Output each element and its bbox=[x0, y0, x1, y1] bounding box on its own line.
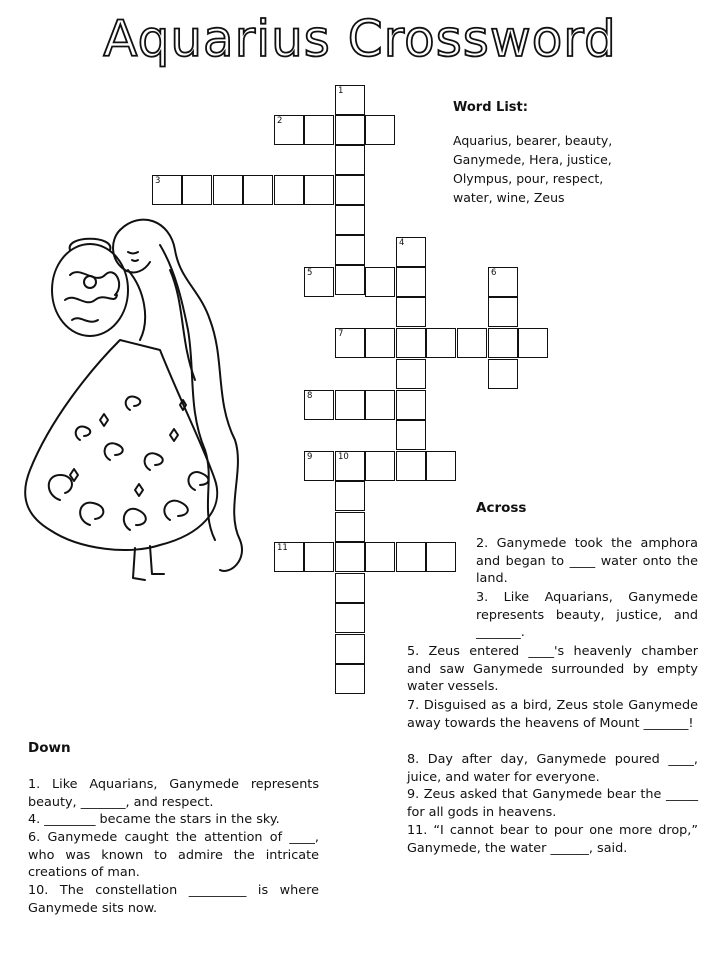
grid-cell[interactable] bbox=[488, 267, 518, 297]
grid-cell[interactable] bbox=[335, 512, 365, 542]
clue-number: 9 bbox=[307, 452, 313, 462]
grid-cell[interactable] bbox=[335, 328, 365, 358]
grid-cell[interactable] bbox=[426, 451, 456, 481]
clue-text: 4. bbox=[28, 812, 45, 827]
clue-text: , said. bbox=[588, 840, 628, 856]
grid-cell[interactable] bbox=[304, 175, 334, 205]
grid-cell[interactable] bbox=[488, 297, 518, 327]
dress-outline bbox=[25, 340, 217, 550]
clue-text: 5. Zeus entered bbox=[407, 644, 529, 659]
down-clue bbox=[28, 776, 319, 811]
clue-number: 1 bbox=[338, 86, 344, 96]
clue-text: 9. Zeus asked that Ganymede bear the bbox=[407, 787, 666, 802]
face-outline bbox=[113, 230, 150, 272]
clue-blank: ____ bbox=[569, 553, 596, 569]
grid-cell[interactable] bbox=[518, 328, 548, 358]
down-heading: Down bbox=[28, 740, 71, 756]
clue-blank: _______ bbox=[643, 715, 689, 731]
grid-cell[interactable] bbox=[335, 205, 365, 235]
clue-text: 11. “I cannot bear to pour one more drop,” Ganymede, the water bbox=[407, 823, 698, 856]
clue-text: 2. Ganymede took the amphora and began to bbox=[476, 536, 698, 569]
grid-cell[interactable] bbox=[335, 85, 365, 115]
aquarius-illustration bbox=[10, 210, 250, 590]
clue-blank: _____ bbox=[666, 787, 698, 802]
grid-cell[interactable] bbox=[365, 451, 395, 481]
grid-cell[interactable] bbox=[304, 115, 334, 145]
grid-cell[interactable] bbox=[426, 542, 456, 572]
clue-text: is where Ganymede sits now. bbox=[28, 883, 319, 916]
grid-cell[interactable] bbox=[335, 664, 365, 694]
clue-number: 8 bbox=[307, 391, 313, 401]
grid-cell[interactable] bbox=[396, 420, 426, 450]
clue-text: . bbox=[520, 625, 525, 640]
grid-cell[interactable] bbox=[396, 359, 426, 389]
grid-cell[interactable] bbox=[335, 265, 365, 295]
grid-cell[interactable] bbox=[396, 390, 426, 420]
clue-text: 1. Like Aquarians, Ganymede represents beauty, bbox=[28, 777, 319, 810]
grid-cell[interactable] bbox=[152, 175, 182, 205]
grid-cell[interactable] bbox=[396, 328, 426, 358]
clue-text: for all gods in heavens. bbox=[407, 804, 557, 820]
word-list-line: water, wine, Zeus bbox=[453, 190, 565, 205]
grid-cell[interactable] bbox=[304, 542, 334, 572]
grid-cell[interactable] bbox=[396, 297, 426, 327]
clue-number: 5 bbox=[307, 268, 313, 278]
word-list bbox=[453, 98, 683, 207]
grid-cell[interactable] bbox=[335, 235, 365, 265]
grid-cell[interactable] bbox=[243, 175, 273, 205]
grid-cell[interactable] bbox=[213, 175, 243, 205]
grid-cell[interactable] bbox=[488, 359, 518, 389]
grid-cell[interactable] bbox=[335, 145, 365, 175]
clue-text: 8. Day after day, Ganymede poured bbox=[407, 752, 669, 767]
down-clue bbox=[28, 811, 319, 829]
grid-cell[interactable] bbox=[274, 115, 304, 145]
clue-blank: ____ bbox=[289, 830, 315, 845]
across-clue bbox=[476, 589, 698, 642]
grid-cell[interactable] bbox=[365, 390, 395, 420]
grid-cell[interactable] bbox=[365, 542, 395, 572]
across-clue bbox=[407, 786, 698, 821]
clue-blank: ____ bbox=[528, 644, 554, 659]
across-clue bbox=[407, 822, 698, 857]
across-clue bbox=[476, 535, 698, 588]
grid-cell[interactable] bbox=[274, 175, 304, 205]
grid-cell[interactable] bbox=[365, 328, 395, 358]
grid-cell[interactable] bbox=[335, 542, 365, 572]
grid-cell[interactable] bbox=[304, 267, 334, 297]
grid-cell[interactable] bbox=[182, 175, 212, 205]
grid-cell[interactable] bbox=[335, 175, 365, 205]
clue-blank: ______ bbox=[550, 840, 589, 856]
grid-cell[interactable] bbox=[365, 267, 395, 297]
clue-text: became the stars in the sky. bbox=[95, 812, 280, 827]
grid-cell[interactable] bbox=[488, 328, 518, 358]
grid-cell[interactable] bbox=[457, 328, 487, 358]
clue-text: 7. Disguised as a bird, Zeus stole Ganymede away towards the heavens of Mount bbox=[407, 698, 698, 731]
clue-blank: ____ bbox=[668, 752, 694, 767]
grid-cell[interactable] bbox=[396, 542, 426, 572]
clue-number: 10 bbox=[338, 452, 349, 462]
word-list-line: Aquarius, bearer, beauty, bbox=[453, 133, 613, 148]
clue-text: 10. The constellation bbox=[28, 883, 189, 898]
grid-cell[interactable] bbox=[335, 603, 365, 633]
clue-blank: _______ bbox=[80, 794, 126, 810]
grid-cell[interactable] bbox=[335, 115, 365, 145]
clue-text: water onto the land. bbox=[476, 553, 698, 586]
clue-text: , juice, and water for everyone. bbox=[407, 752, 698, 785]
word-list-heading: Word List: bbox=[453, 100, 528, 115]
clue-blank: _______ bbox=[476, 625, 521, 640]
grid-cell[interactable] bbox=[335, 634, 365, 664]
down-clue bbox=[28, 882, 319, 917]
grid-cell[interactable] bbox=[396, 267, 426, 297]
clue-text: , who was known to admire the intricate creations of man. bbox=[28, 830, 319, 880]
clue-number: 6 bbox=[491, 268, 497, 278]
clue-text: ! bbox=[688, 715, 694, 731]
grid-cell[interactable] bbox=[304, 451, 334, 481]
clue-text: 6. Ganymede caught the attention of bbox=[28, 830, 290, 845]
clue-number: 7 bbox=[338, 329, 344, 339]
grid-cell[interactable] bbox=[335, 390, 365, 420]
clue-number: 11 bbox=[277, 543, 288, 553]
across-clue bbox=[407, 643, 698, 696]
clue-number: 4 bbox=[399, 238, 405, 248]
clue-blank: _________ bbox=[188, 883, 247, 898]
clue-blank: ________ bbox=[44, 812, 96, 827]
page-title: Aquarius Crossword bbox=[103, 10, 617, 68]
clue-text: 's heavenly chamber and saw Ganymede surrounded by empty water vessels. bbox=[407, 644, 698, 694]
grid-cell[interactable] bbox=[396, 451, 426, 481]
grid-cell[interactable] bbox=[274, 542, 304, 572]
grid-cell[interactable] bbox=[335, 573, 365, 603]
down-clue bbox=[28, 829, 319, 882]
grid-cell[interactable] bbox=[365, 115, 395, 145]
grid-cell[interactable] bbox=[335, 451, 365, 481]
word-list-line: Ganymede, Hera, justice, bbox=[453, 152, 612, 167]
grid-cell[interactable] bbox=[396, 237, 426, 267]
clue-number: 2 bbox=[277, 116, 283, 126]
grid-cell[interactable] bbox=[335, 481, 365, 511]
across-clue bbox=[407, 697, 698, 732]
across-clue bbox=[407, 751, 698, 786]
grid-cell[interactable] bbox=[304, 390, 334, 420]
word-list-line: Olympus, pour, respect, bbox=[453, 171, 604, 186]
clue-text: , and respect. bbox=[125, 794, 214, 810]
grid-cell[interactable] bbox=[426, 328, 456, 358]
clue-number: 3 bbox=[155, 176, 161, 186]
clue-text: 3. Like Aquarians, Ganymede represents beauty, justice, and bbox=[476, 590, 698, 623]
across-heading: Across bbox=[476, 500, 527, 516]
